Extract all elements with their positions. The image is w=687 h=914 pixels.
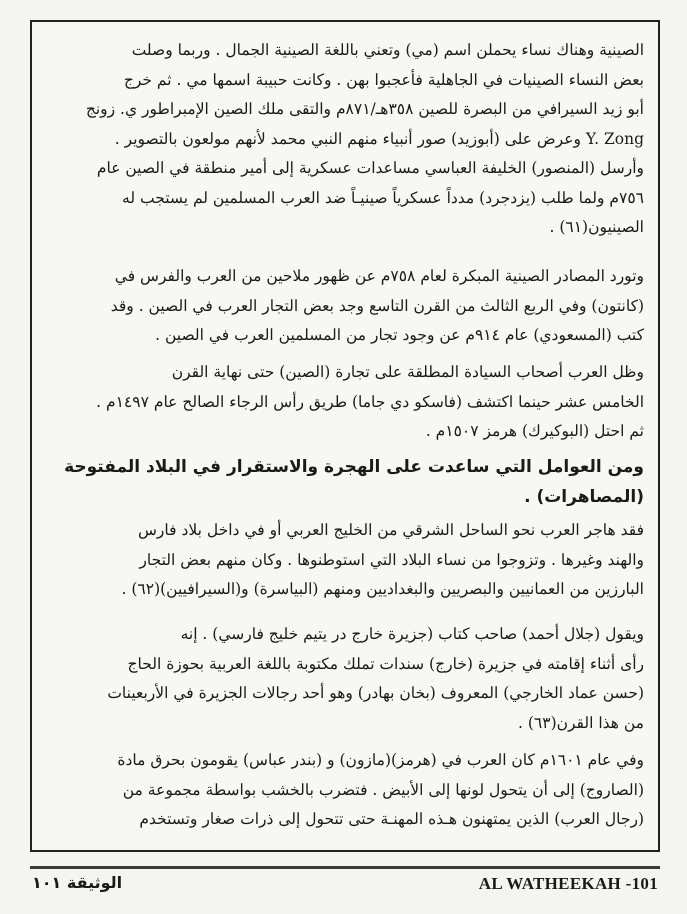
- text-line: البارزين من العمانيين والبصريين والبغداديين ومنهم (البياسرة) و(السيرافيين)(٦٢) .: [121, 580, 644, 598]
- journal-name-arabic: الوثيقة ١٠١: [32, 873, 123, 892]
- page-footer: [30, 866, 660, 898]
- text-line: وفي عام ١٦٠١م كان العرب في (هرمز)(مازون) و (بندر عباس) يقومون بحرق مادة: [117, 751, 644, 769]
- text-line: (كانتون) وفي الربع الثالث من القرن التاسع وجد بعض التجار العرب في الصين . وقد: [110, 296, 644, 315]
- text-line: الصينيون(٦١) .: [549, 218, 644, 236]
- heading-line: (المصاهرات) .: [524, 487, 644, 507]
- text-line: (حسن عماد الخارجي) المعروف (بخان بهادر) وهو أحد رجالات الجزيرة في الأربعينات: [107, 684, 644, 702]
- journal-name-english: AL WATHEEKAH -101: [478, 874, 658, 893]
- text-line: من هذا القرن(٦٣) .: [518, 713, 644, 732]
- text-line: الصينية وهناك نساء يحملن اسم (مي) وتعني باللغة الصينية الجمال . وربما وصلت: [131, 41, 644, 59]
- text-line: ٧٥٦م ولما طلب (يزدجرد) مدداً عسكرياً صينيـاً ضد العرب المسلمين لم يستجب له: [122, 188, 644, 207]
- paragraph-6: [46, 746, 644, 835]
- heading-line: ومن العوامل التي ساعدت على الهجرة والاستقرار في البلاد المفتوحة: [64, 457, 644, 477]
- paragraph-4: [46, 516, 644, 605]
- text-line: Y. Zong وعرض على (أبوزيد) صور أنبياء منهم النبي محمد لأنهم مولعون بالتصوير .: [114, 129, 644, 148]
- text-line: رأى أثناء إقامته في جزيرة (خارج) سندات تملك مكتوبة باللغة العربية بحوزة الحاج: [127, 654, 644, 673]
- text-line: بعض النساء الصينيات في الجاهلية فأعجبوا بهن . وكانت حبيبة اسمها مي . ثم خرج: [123, 70, 644, 89]
- section-heading: [46, 452, 644, 512]
- text-line: ويقول (جلال أحمد) صاحب كتاب (جزيرة خارج در يتيم خليج فارسي) . إنه: [180, 625, 644, 643]
- text-line: والهند وغيرها . وتزوجوا من نساء البلاد التي استوطنوها . وكان منهم بعض التجار: [139, 550, 644, 569]
- text-line: وتورد المصادر الصينية المبكرة لعام ٧٥٨م عن ظهور ملاحين من العرب والفرس في: [114, 267, 644, 285]
- text-line: ثم احتل (البوكيرك) هرمز ١٥٠٧م .: [425, 422, 644, 440]
- paragraph-5: [46, 620, 644, 738]
- text-line: (رجال العرب) الذين يمتهنون هـذه المهنـة حتى تتحول إلى ذرات صغار وتستخدم: [139, 810, 644, 828]
- article-body: [30, 20, 660, 852]
- text-line: أبو زيد السيرافي من البصرة للصين ٣٥٨هـ/٨٧١م والتقى ملك الصين الإمبراطور ي. زونج: [85, 100, 644, 118]
- text-line: الخامس عشر حينما اكتشف (فاسكو دي جاما) طريق رأس الرجاء الصالح عام ١٤٩٧م .: [96, 392, 644, 411]
- text-line: وظل العرب أصحاب السيادة المطلقة على تجارة (الصين) حتى نهاية القرن: [171, 363, 644, 381]
- text-line: (الصاروج) إلى أن يتحول لونها إلى الأبيض . فتضرب بالخشب بواسطة مجموعة من: [122, 780, 644, 799]
- text-line: وأرسل (المنصور) الخليفة العباسي مساعدات عسكرية إلى أمير منطقة في الصين عام: [96, 159, 644, 177]
- paragraph-2: [46, 262, 644, 351]
- paragraph-3: [46, 358, 644, 447]
- paragraph-1: [46, 36, 644, 243]
- footer-divider: [30, 866, 660, 869]
- text-line: كتب (المسعودي) عام ٩١٤م عن وجود تجار من المسلمين العرب في الصين .: [155, 326, 644, 344]
- text-line: فقد هاجر العرب نحو الساحل الشرقي من الخليج العربي أو في داخل بلاد فارس: [138, 521, 644, 539]
